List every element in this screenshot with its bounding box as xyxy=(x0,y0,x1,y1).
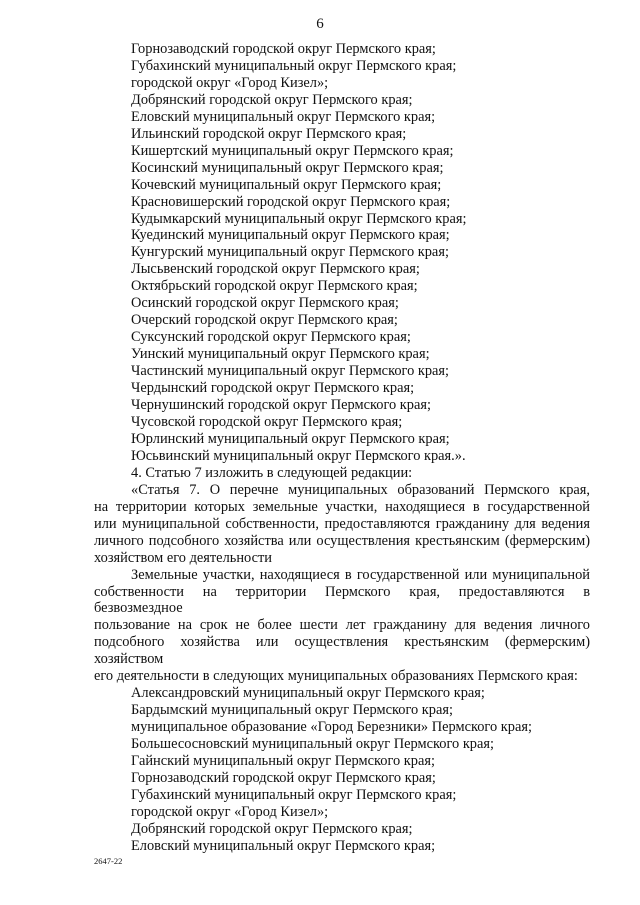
list-item: Юрлинский муниципальный округ Пермского края; xyxy=(131,430,450,447)
page-number: 6 xyxy=(316,16,324,32)
list-item: Юсьвинский муниципальный округ Пермского края.». xyxy=(131,447,466,464)
text-line: подсобного хозяйства или осуществления крестьянским (фермерским) хозяйством xyxy=(94,634,590,668)
municipality-list-bottom xyxy=(94,685,590,855)
list-item: Суксунский городской округ Пермского края; xyxy=(131,329,411,346)
list-item: Горнозаводский городской округ Пермского края; xyxy=(131,41,436,57)
list-item: Кудымкарский муниципальный округ Пермского края; xyxy=(131,210,467,227)
list-item: Октябрьский городской округ Пермского края; xyxy=(131,278,418,295)
text-line: «Статья 7. О перечне муниципальных образований Пермского края, xyxy=(131,481,590,498)
list-item: Александровский муниципальный округ Пермского края; xyxy=(131,685,485,702)
list-item: Горнозаводский городской округ Пермского края; xyxy=(131,769,436,786)
list-item: Лысьвенский городской округ Пермского края; xyxy=(131,261,420,278)
list-item: Косинский муниципальный округ Пермского края; xyxy=(131,159,444,176)
list-item: Губахинский муниципальный округ Пермского края; xyxy=(131,57,457,74)
text-line: пользование на срок не более шести лет гражданину для ведения личного xyxy=(94,617,590,634)
list-item: Кишертский муниципальный округ Пермского края; xyxy=(131,142,454,159)
article-7-title xyxy=(94,482,590,567)
list-item: Гайнский муниципальный округ Пермского края; xyxy=(131,753,435,770)
text-line: или муниципальной собственности, предоставляются гражданину для ведения xyxy=(94,515,590,532)
document-code: 2647-22 xyxy=(94,856,123,866)
list-item: Частинский муниципальный округ Пермского края; xyxy=(131,363,450,380)
list-item: Еловский муниципальный округ Пермского края; xyxy=(131,108,436,125)
article-7-paragraph xyxy=(94,567,590,686)
text-line: его деятельности в следующих муниципальных образованиях Пермского края: xyxy=(94,668,578,685)
list-item: Бардымский муниципальный округ Пермского края; xyxy=(131,702,453,719)
list-item: Кочевский муниципальный округ Пермского края; xyxy=(131,176,442,193)
list-item: Чусовской городской округ Пермского края; xyxy=(131,413,403,430)
list-item: Ильинский городской округ Пермского края; xyxy=(131,125,407,142)
amendment-item-4: 4. Статью 7 изложить в следующей редакции: xyxy=(131,464,413,481)
list-item: Добрянский городской округ Пермского края; xyxy=(131,820,413,837)
text-line: Земельные участки, находящиеся в государственной или муниципальной xyxy=(131,566,590,583)
text-line: хозяйством его деятельности xyxy=(94,549,272,566)
list-item: Еловский муниципальный округ Пермского края; xyxy=(131,837,436,854)
list-item: Осинский городской округ Пермского края; xyxy=(131,295,399,312)
list-item: Кунгурский муниципальный округ Пермского края; xyxy=(131,244,449,261)
list-item: Большесосновский муниципальный округ Пермского края; xyxy=(131,736,495,753)
list-item: городской округ «Город Кизел»; xyxy=(131,74,329,91)
list-item: Куединский муниципальный округ Пермского края; xyxy=(131,227,450,244)
text-line: личного подсобного хозяйства или осуществления крестьянским (фермерским) xyxy=(94,532,590,549)
text-line: собственности на территории Пермского края, предоставляются в безвозмездное xyxy=(94,583,590,617)
list-item: Очерский городской округ Пермского края; xyxy=(131,312,398,329)
municipality-list-top xyxy=(94,41,590,465)
list-item: Красновишерский городской округ Пермского края; xyxy=(131,193,451,210)
list-item: Губахинский муниципальный округ Пермского края; xyxy=(131,786,457,803)
text-line: на территории которых земельные участки, находящиеся в государственной xyxy=(94,498,590,515)
list-item: муниципальное образование «Город Березники» Пермского края; xyxy=(131,719,532,736)
document-body xyxy=(94,41,590,855)
list-item: городской округ «Город Кизел»; xyxy=(131,803,329,820)
list-item: Чердынский городской округ Пермского края; xyxy=(131,380,415,397)
list-item: Уинский муниципальный округ Пермского края; xyxy=(131,346,430,363)
list-item: Добрянский городской округ Пермского края; xyxy=(131,91,413,108)
list-item: Чернушинский городской округ Пермского края; xyxy=(131,397,431,414)
